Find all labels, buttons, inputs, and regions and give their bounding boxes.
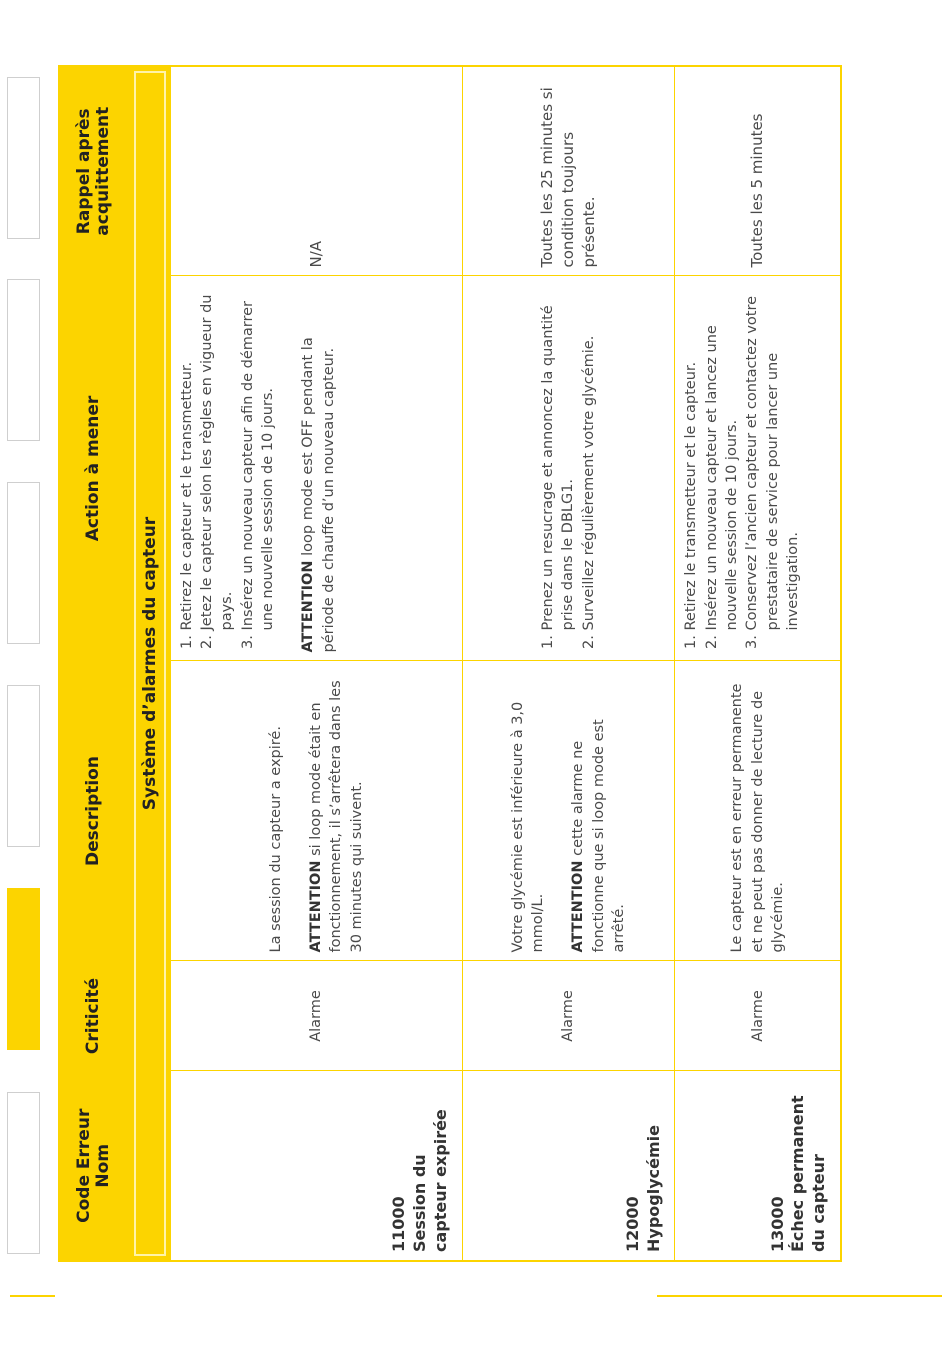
error-name: Session du capteur expirée [410,1109,451,1252]
description-attention [568,670,629,953]
attention-label: ATTENTION [308,860,324,953]
rotated-page-content [58,67,842,1262]
attention-label: ATTENTION [300,560,317,653]
description-attention [306,670,367,953]
action-item: 3. Conservez l’ancien capteur et contactez votre prestataire de service pour lancer une investigation. [742,285,803,631]
footer-rule-left [10,1295,55,1297]
action-item: 1. Retirez le transmetteur et le capteur. [681,285,701,631]
header-description: Description [59,661,129,961]
side-tab-2-active[interactable] [7,888,40,1050]
action-item: 1. Retirez le capteur et le transmetteur. [177,285,197,631]
header-criticality: Criticité [59,961,129,1071]
attention-label: ATTENTION [570,860,587,953]
action-cell [675,276,841,661]
action-item: 2. Surveillez régulièrement votre glycémie. [579,285,599,631]
description-text: Votre glycémie est inférieure à 3,0 mmol/L. [509,701,547,953]
section-row [129,66,170,1261]
error-code: 13000 [767,1196,787,1252]
footer-rule-right [657,1295,942,1297]
side-tab-5[interactable] [7,279,40,441]
table-row [462,66,674,1261]
action-attention [298,285,339,653]
action-list [538,285,599,653]
table-row [675,66,841,1261]
criticality-cell: Alarme [170,961,462,1071]
action-item: 1. Prenez un resucrage et annoncez la quantité prise dans le DBLG1. [538,285,579,631]
action-item: 3. Insérez un nouveau capteur afin de démarrer une nouvelle session de 10 jours. [238,285,279,631]
criticality-cell: Alarme [675,961,841,1071]
description-text: La session du capteur a expiré. [267,726,284,953]
side-tab-3[interactable] [7,685,40,847]
header-reminder-line1: Rappel après [73,108,94,235]
action-list [177,285,278,653]
error-code: 11000 [389,1196,409,1252]
attention-text: cette alarme ne fonctionne que si loop mode est arrêté. [570,719,628,953]
header-name-label: Nom [93,1143,114,1188]
header-action: Action à mener [59,276,129,661]
attention-text: si loop mode était en fonctionnement, il s’arrêtera dans les 30 minutes qui suivent. [308,680,365,953]
sensor-alarm-table [58,65,842,1262]
side-tab-6[interactable] [7,77,40,239]
description-cell [462,661,674,961]
header-reminder [59,66,129,276]
action-list [681,285,803,653]
action-item: 2. Insérez un nouveau capteur et lancez une nouvelle session de 10 jours. [702,285,743,631]
header-code-name [59,1071,129,1261]
attention-text: loop mode est OFF pendant la période de chauffe d’un nouveau capteur. [300,337,337,653]
header-code-label: Code Erreur [73,1108,94,1223]
section-title: Système d’alarmes du capteur [134,71,166,1256]
action-item: 2. Jetez le capteur selon les règles en vigueur du pays. [197,285,238,631]
description-text: Le capteur est en erreur permanente et ne peut pas donner de lecture de glycémie. [729,683,786,953]
criticality-cell: Alarme [462,961,674,1071]
error-code-cell [462,1071,674,1261]
action-cell [462,276,674,661]
reminder-cell: Toutes les 25 minutes si condition toujours présente. [462,66,674,276]
side-tab-1[interactable] [7,1092,40,1254]
error-code-cell [170,1071,462,1261]
table-header-row [59,66,129,1261]
description-cell [170,661,462,961]
action-cell [170,276,462,661]
description-cell [675,661,841,961]
reminder-cell: N/A [170,66,462,276]
error-name: Hypoglycémie [643,1125,663,1252]
error-code: 12000 [622,1196,642,1252]
error-name: Échec permanent du capteur [788,1095,829,1252]
reminder-cell: Toutes les 5 minutes [675,66,841,276]
error-code-cell [675,1071,841,1261]
header-reminder-line2: acquittement [93,106,114,236]
side-tab-4[interactable] [7,482,40,644]
table-row [170,66,462,1261]
